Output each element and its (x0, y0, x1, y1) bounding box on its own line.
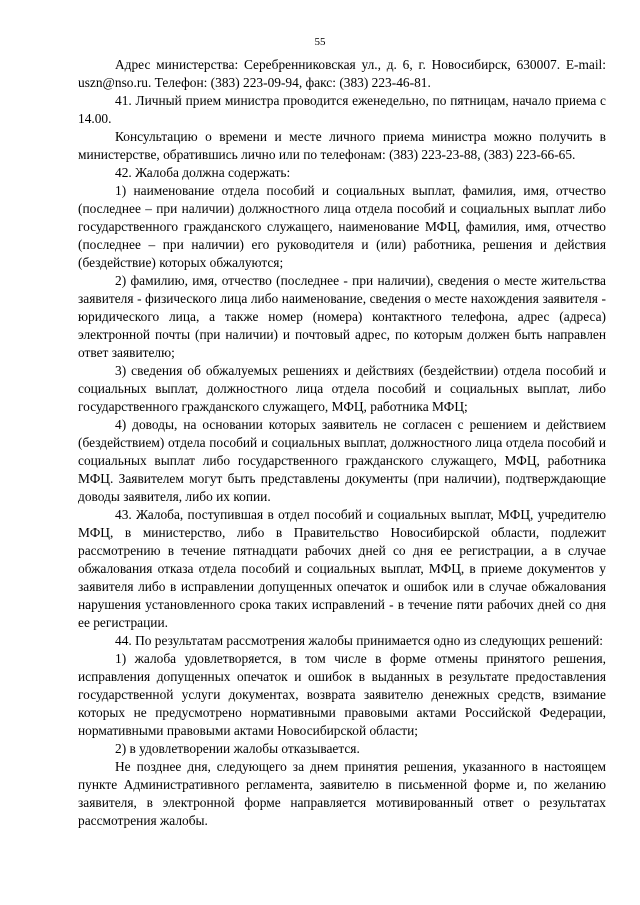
paragraph-44-item-2: 2) в удовлетворении жалобы отказывается. (115, 741, 360, 756)
paragraph-41-personal-reception: 41. Личный прием министра проводится еженедельно, по пятницам, начало приема с 14.00. (78, 93, 606, 126)
document-body (78, 56, 606, 830)
paragraph-44-decisions: 44. По результатам рассмотрения жалобы принимается одно из следующих решений: (115, 633, 604, 648)
paragraph-consultation: Консультацию о времени и месте личного приема министра можно получить в министерстве, обратившись лично или по телефонам: (383) 223-23-88, (383) 223-66-65. (78, 129, 606, 162)
paragraph-42-item-2: 2) фамилию, имя, отчество (последнее - при наличии), сведения о месте жительства заявителя - физического лица либо наименование, сведения о месте нахождения заявителя - юридического лица, а также номер (номера) контактного телефона, адрес (адреса) электронной почты (при наличии) и почтовый адрес, по которым должен быть направлен ответ заявителю; (78, 273, 606, 360)
paragraph-42-complaint-contents: 42. Жалоба должна содержать: (115, 165, 291, 180)
paragraph-42-item-3: 3) сведения об обжалуемых решениях и действиях (бездействии) отдела пособий и социальных выплат, должностного лица отдела пособий и социальных выплат, либо государственного гражданского служащего, МФЦ, работника МФЦ; (78, 363, 606, 414)
paragraph-ministry-address: Адрес министерства: Серебренниковская ул., д. 6, г. Новосибирск, 630007. E-mail: uszn@nso.ru. Телефон: (383) 223-09-94, факс: (383) 223-46-81. (78, 57, 606, 90)
page-number: 55 (314, 36, 326, 48)
paragraph-42-item-4: 4) доводы, на основании которых заявитель не согласен с решением и действием (бездействием) отдела пособий и социальных выплат, должностного лица отдела пособий и социальных выплат либо государственного гражданского служащего, МФЦ, работника МФЦ. Заявителем могут быть представлены документы (при наличии), подтверждающие доводы заявителя, либо их копии. (78, 417, 606, 504)
paragraph-44-item-1: 1) жалоба удовлетворяется, в том числе в форме отмены принятого решения, исправления допущенных опечаток и ошибок в выданных в результате предоставления государственной услуги документах, возврата заявителю денежных средств, взимание которых не предусмотрено нормативными правовыми актами Российской Федерации, нормативными правовыми актами Новосибирской области; (78, 651, 606, 738)
paragraph-43-review-terms: 43. Жалоба, поступившая в отдел пособий и социальных выплат, МФЦ, учредителю МФЦ, в министерство, либо в Правительство Новосибирской области, подлежит рассмотрению в течение пятнадцати рабочих дней со дня ее регистрации, а в случае обжалования отказа отдела пособий и социальных выплат, МФЦ, в приеме документов у заявителя либо в исправлении допущенных опечаток и ошибок или в случае обжалования нарушения установленного срока таких исправлений - в течение пяти рабочих дней со дня ее регистрации. (78, 507, 606, 630)
paragraph-response-notice: Не позднее дня, следующего за днем принятия решения, указанного в настоящем пункте Административного регламента, заявителю в письменной форме и, по желанию заявителя, в электронной форме направляется мотивированный ответ о результатах рассмотрения жалобы. (78, 759, 606, 828)
paragraph-42-item-1: 1) наименование отдела пособий и социальных выплат, фамилия, имя, отчество (последнее – при наличии) должностного лица отдела пособий и социальных выплат либо государственного гражданского служащего, наименование МФЦ, фамилия, имя, отчество (последнее – при наличии) его руководителя и (или) работника, решения и действия (бездействие) которых обжалуются; (78, 183, 606, 270)
